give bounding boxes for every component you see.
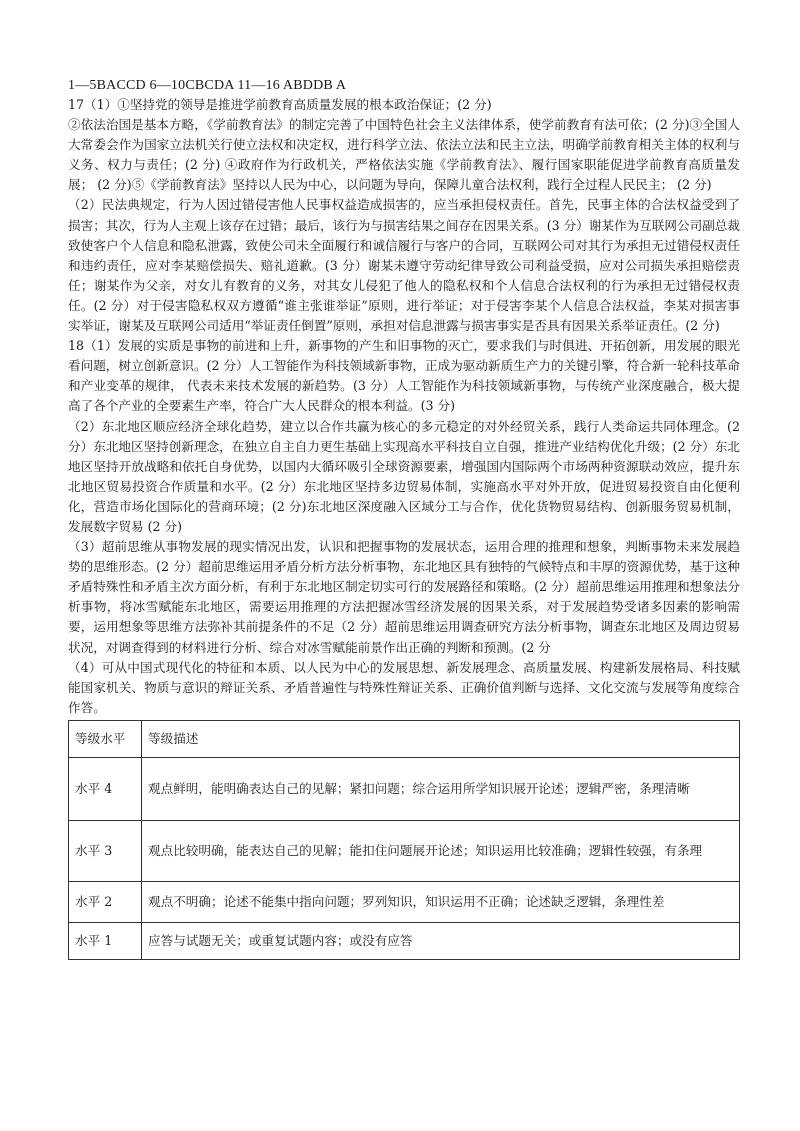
rubric-row bbox=[69, 820, 740, 881]
q17-part2: （2）民法典规定，行为人因过错侵害他人民事权益造成损害的，应当承担侵权责任。首先，民事主体的合法权益受到了损害；其次，行为人主观上该存在过错；最后，该行为与损害结果之间存在因果关系。(3 分）谢某作为互联网公司副总裁致使客户个人信息和隐私泄露，致使公司未全面履行和诚信履行与客户的合同，互联网公司对其行为承担无过错侵权责任和违约责任，应对李某赔偿损失、赔礼道歉。(3 分）谢某未遵守劳动纪律导致公司利益受损，应对公司损失承担赔偿责任；谢某作为父亲，对女儿有教育的义务，对其女儿侵犯了他人的隐私权和个人信息合法权利的行为承担无过错侵权责任。(2 分）对于侵害隐私权双方遵循“谁主张谁举证”原则，进行举证；对于侵害李某个人信息合法权益，李某对损害事实举证，谢某及互联网公司适用“举证责任倒置”原则，承担对信息泄露与损害事实是否具有因果关系举证责任。(2 分) bbox=[68, 197, 740, 334]
rubric-desc: 观点不明确；论述不能集中指向问题；罗列知识，知识运用不正确；论述缺乏逻辑，条理性差 bbox=[142, 881, 740, 922]
rubric-row bbox=[69, 757, 740, 820]
rubric-row bbox=[69, 922, 740, 959]
rubric-level: 水平 2 bbox=[69, 881, 142, 922]
rubric-desc: 观点比较明确，能表达自己的见解；能扣住问题展开论述；知识运用比较准确；逻辑性较强，有条理 bbox=[142, 820, 740, 881]
rubric-desc: 观点鲜明，能明确表达自己的见解；紧扣问题；综合运用所学知识展开论述；逻辑严密，条理清晰 bbox=[142, 757, 740, 820]
rubric-level: 水平 1 bbox=[69, 922, 142, 959]
grading-rubric-table bbox=[68, 720, 740, 960]
rubric-header-desc: 等级描述 bbox=[142, 720, 740, 757]
rubric-header-level: 等级水平 bbox=[69, 720, 142, 757]
q17-part1-point1: 17（1）①坚持党的领导是推进学前教育高质量发展的根本政治保证；(2 分) bbox=[68, 97, 492, 112]
q18-part3: （3）超前思维从事物发展的现实情况出发，认识和把握事物的发展状态，运用合理的推理和想象，判断事物未来发展趋势的思维形态。(2 分）超前思维运用矛盾分析方法分析事物，东北地区具有独特的气候特点和丰厚的资源优势，基于这种矛盾特殊性和矛盾主次方面分析，有利于东北地区制定切实可行的发展路径和策略。(2 分）超前思维运用推理和想象法分析事物，将冰雪赋能东北地区，需要运用推理的方法把握冰雪经济发展的因果关系，对于发展趋势受诸多因素的影响需要，运用想象等思维方法弥补其前提条件的不足（2 分）超前思维运用调查研究方法分析事物，调查东北地区及周边贸易状况，对调查得到的材料进行分析、综合对冰雪赋能前景作出正确的判断和预测。(2 分 bbox=[68, 539, 740, 655]
rubric-desc: 应答与试题无关；或重复试题内容；或没有应答 bbox=[142, 922, 740, 959]
q18-part1: 18（1）发展的实质是事物的前进和上升，新事物的产生和旧事物的灭亡，要求我们与时俱进、开拓创新，用发展的眼光看问题，树立创新意识。(2 分）人工智能作为科技领域新事物，正成为驱动新质生产力的关键引擎，符合新一轮科技革命和产业变革的规律， 代表未来技术发展的新趋势。(3 分）人工智能作为科技领域新事物，与传统产业深度融合，极大提高了各个产业的全要素生产率，符合广大人民群众的根本利益。(3 分) bbox=[68, 338, 740, 414]
rubric-row bbox=[69, 881, 740, 922]
rubric-level: 水平 4 bbox=[69, 757, 142, 820]
rubric-header-row bbox=[69, 720, 740, 757]
multiple-choice-answer-key: 1—5BACCD 6—10CBCDA 11—16 ABDDB A bbox=[68, 78, 347, 93]
q18-part4: （4）可从中国式现代化的特征和本质、以人民为中心的发展思想、新发展理念、高质量发展、构建新发展格局、科技赋能国家机关、物质与意识的辩证关系、矛盾普遍性与特殊性辩证关系、正确价值判断与选择、文化交流与发展等角度综合作答。 bbox=[68, 659, 740, 715]
answer-document bbox=[68, 76, 740, 960]
q17-part1-points2-5: ②依法治国是基本方略，《学前教育法》的制定完善了中国特色社会主义法律体系，使学前教育有法可依；(2 分)③全国人大常委会作为国家立法机关行使立法权和决定权，进行科学立法、依法立法和民主立法，明确学前教育相关主体的权利与义务、权力与责任；(2 分) ④政府作为行政机关，严格依法实施《学前教育法》、履行国家职能促进学前教育高质量发展； (2 分)⑤《学前教育法》坚持以人民为中心，以问题为导向，保障儿童合法权利，践行全过程人民民主； (2 分) bbox=[68, 117, 740, 193]
q18-part2: （2）东北地区顺应经济全球化趋势，建立以合作共赢为核心的多元稳定的对外经贸关系，践行人类命运共同体理念。(2 分）东北地区坚持创新理念，在独立自主自力更生基础上实现高水平科技自立自强，推进产业结构优化升级；(2 分）东北地区坚持开放战略和依托自身优势，以国内大循环吸引全球资源要素，增强国内国际两个市场两种资源联动效应，提升东北地区贸易投资合作质量和水平。(2 分）东北地区坚持多边贸易体制，实施高水平对外开放，促进贸易投资自由化便利化，营造市场化国际化的营商环境；(2 分)东北地区深度融入区域分工与合作，优化货物贸易结构、创新服务贸易机制，发展数字贸易 (2 分) bbox=[68, 418, 740, 534]
rubric-level: 水平 3 bbox=[69, 820, 142, 881]
